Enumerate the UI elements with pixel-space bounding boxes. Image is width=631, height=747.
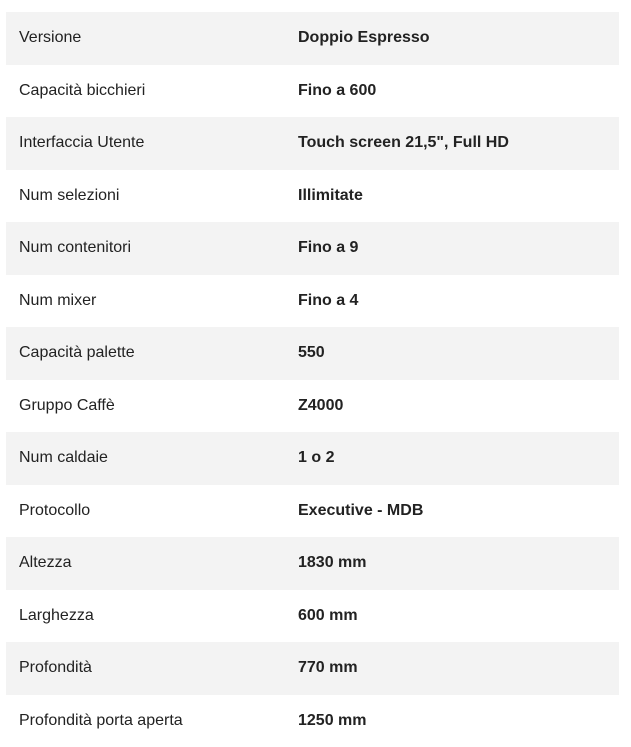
spec-label: Num mixer <box>6 275 298 328</box>
spec-value: Executive - MDB <box>298 485 619 538</box>
spec-value: Touch screen 21,5", Full HD <box>298 117 619 170</box>
table-row <box>6 65 619 118</box>
spec-value: 1830 mm <box>298 537 619 590</box>
spec-value: Fino a 600 <box>298 65 619 118</box>
spec-value: Fino a 4 <box>298 275 619 328</box>
spec-label: Profondità porta aperta <box>6 695 298 747</box>
spec-value: Fino a 9 <box>298 222 619 275</box>
spec-value: Z4000 <box>298 380 619 433</box>
spec-value: 770 mm <box>298 642 619 695</box>
spec-label: Capacità bicchieri <box>6 65 298 118</box>
spec-value: 550 <box>298 327 619 380</box>
table-row <box>6 485 619 538</box>
spec-table-body <box>6 12 619 747</box>
table-row <box>6 432 619 485</box>
spec-label: Capacità palette <box>6 327 298 380</box>
spec-label: Interfaccia Utente <box>6 117 298 170</box>
table-row <box>6 380 619 433</box>
spec-label: Num caldaie <box>6 432 298 485</box>
table-row <box>6 695 619 747</box>
spec-value: 1 o 2 <box>298 432 619 485</box>
spec-label: Protocollo <box>6 485 298 538</box>
spec-value: Doppio Espresso <box>298 12 619 65</box>
table-row <box>6 537 619 590</box>
table-row <box>6 12 619 65</box>
table-row <box>6 327 619 380</box>
spec-label: Versione <box>6 12 298 65</box>
spec-value: 600 mm <box>298 590 619 643</box>
spec-label: Num contenitori <box>6 222 298 275</box>
spec-label: Larghezza <box>6 590 298 643</box>
table-row <box>6 222 619 275</box>
table-row <box>6 170 619 223</box>
spec-label: Altezza <box>6 537 298 590</box>
table-row <box>6 590 619 643</box>
spec-label: Num selezioni <box>6 170 298 223</box>
spec-value: Illimitate <box>298 170 619 223</box>
spec-label: Profondità <box>6 642 298 695</box>
table-row <box>6 642 619 695</box>
spec-value: 1250 mm <box>298 695 619 747</box>
table-row <box>6 275 619 328</box>
spec-table <box>6 12 619 747</box>
table-row <box>6 117 619 170</box>
spec-label: Gruppo Caffè <box>6 380 298 433</box>
